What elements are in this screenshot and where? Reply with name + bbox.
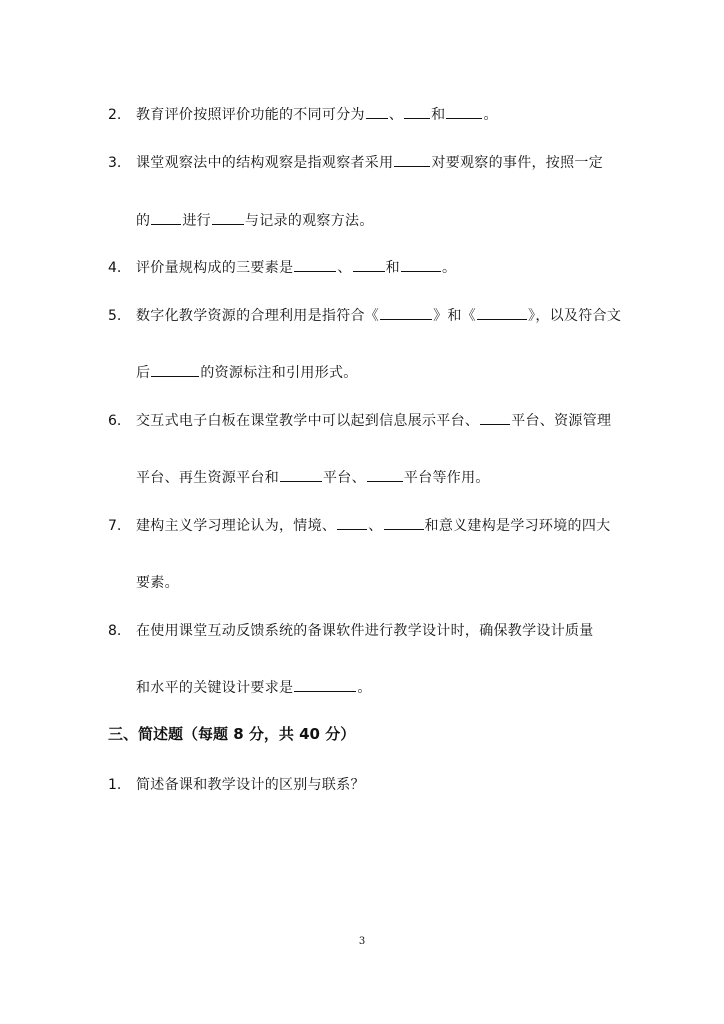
- answer-blank[interactable]: [477, 305, 527, 320]
- question-7-continued: [0, 572, 724, 594]
- question-6-continued: [0, 467, 724, 489]
- short-answer-question-1: [0, 774, 724, 796]
- question-7: [0, 515, 724, 537]
- question-8: [0, 620, 724, 642]
- answer-blank[interactable]: [280, 467, 322, 482]
- question-number: 3.: [108, 155, 122, 171]
- question-text: 交互式电子白板在课堂教学中可以起到信息展示平台、 平台、资源管理: [136, 410, 611, 432]
- question-3: [0, 152, 724, 174]
- question-text: 教育评价按照评价功能的不同可分为 、 和 。: [136, 104, 498, 126]
- question-8-continued: [0, 677, 724, 699]
- answer-blank[interactable]: [404, 104, 430, 119]
- question-5-continued: [0, 362, 724, 384]
- section-heading: 三、简述题（每题 8 分，共 40 分）: [108, 725, 356, 743]
- answer-blank[interactable]: [151, 362, 199, 377]
- answer-blank[interactable]: [212, 210, 244, 225]
- answer-blank[interactable]: [151, 210, 181, 225]
- question-text: 后 的资源标注和引用形式。: [136, 362, 358, 384]
- question-text: 平台、再生资源平台和 平台、 平台等作用。: [136, 467, 490, 489]
- page-number: 3: [358, 936, 366, 947]
- question-text: 的 进行 与记录的观察方法。: [136, 210, 374, 232]
- answer-blank[interactable]: [446, 104, 482, 119]
- answer-blank[interactable]: [294, 257, 336, 272]
- question-5: [0, 305, 724, 327]
- question-2: [0, 104, 724, 126]
- question-number: 4.: [108, 260, 122, 276]
- question-text: 课堂观察法中的结构观察是指观察者采用 对要观察的事件，按照一定: [136, 152, 603, 174]
- question-number: 6.: [108, 413, 122, 429]
- answer-blank[interactable]: [394, 152, 430, 167]
- question-number: 7.: [108, 518, 122, 534]
- question-text: 简述备课和教学设计的区别与联系？: [136, 777, 365, 793]
- question-text: 要素。: [136, 575, 179, 591]
- question-6: [0, 410, 724, 432]
- question-text: 建构主义学习理论认为，情境、 、 和意义建构是学习环境的四大: [136, 515, 610, 537]
- answer-blank[interactable]: [401, 257, 441, 272]
- question-text: 和水平的关键设计要求是 。: [136, 677, 372, 699]
- answer-blank[interactable]: [366, 104, 388, 119]
- question-number: 2.: [108, 107, 122, 123]
- question-4: [0, 257, 724, 279]
- question-number: 8.: [108, 623, 122, 639]
- answer-blank[interactable]: [380, 305, 432, 320]
- answer-blank[interactable]: [384, 515, 424, 530]
- answer-blank[interactable]: [353, 257, 385, 272]
- question-text: 在使用课堂互动反馈系统的备课软件进行教学设计时，确保教学设计质量: [136, 623, 594, 639]
- question-text: 评价量规构成的三要素是 、 和 。: [136, 257, 456, 279]
- answer-blank[interactable]: [480, 410, 510, 425]
- question-number: 5.: [108, 308, 122, 324]
- answer-blank[interactable]: [367, 467, 403, 482]
- answer-blank[interactable]: [294, 677, 356, 692]
- answer-blank[interactable]: [337, 515, 367, 530]
- question-text: 数字化教学资源的合理利用是指符合《 》和《 》，以及符合文: [136, 305, 621, 327]
- question-number: 1.: [108, 777, 122, 793]
- question-3-continued: [0, 210, 724, 232]
